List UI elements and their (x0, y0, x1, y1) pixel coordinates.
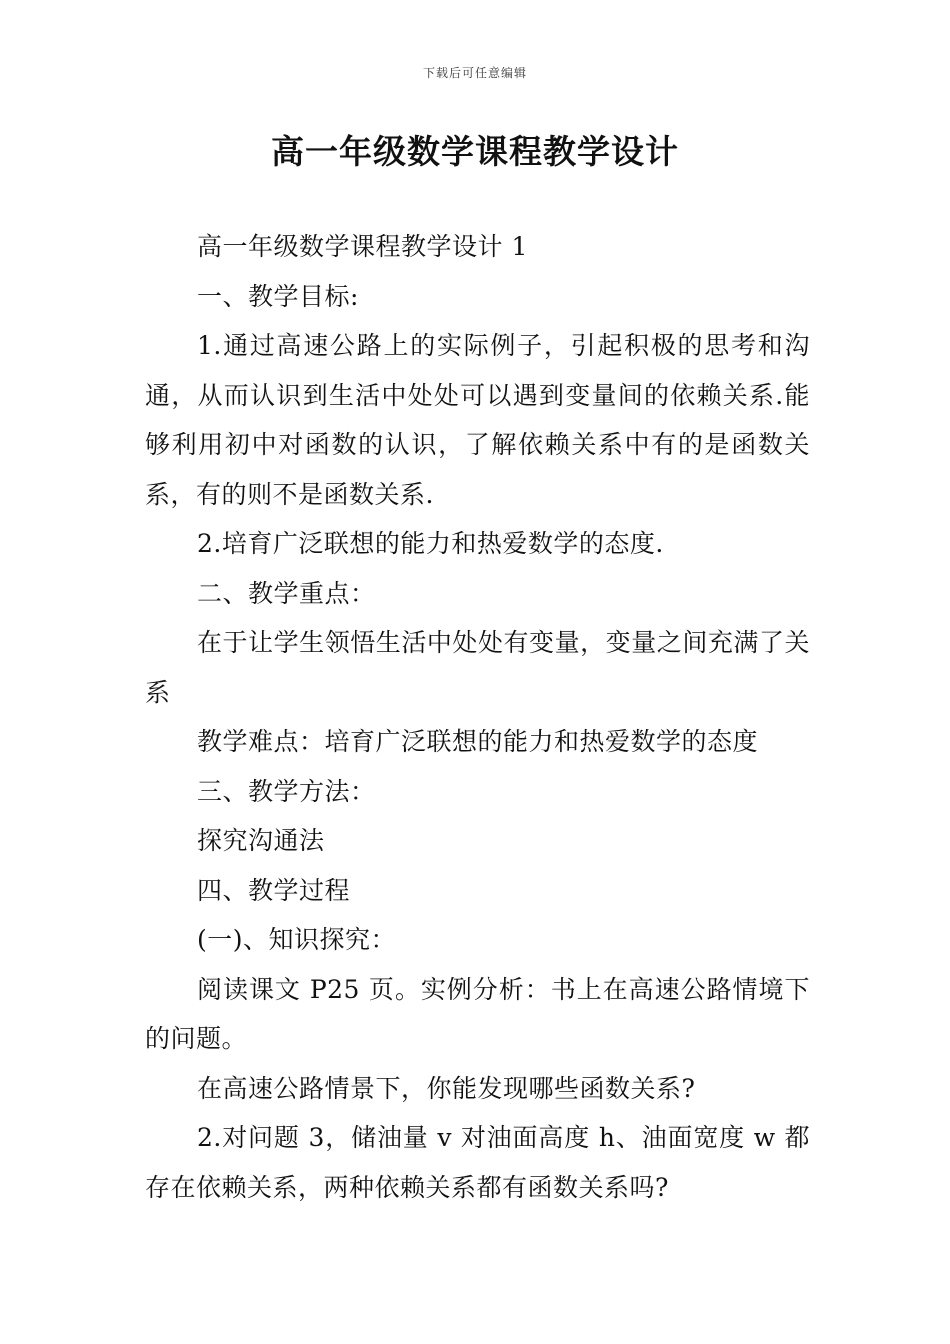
heading-teaching-method: 三、教学方法： (197, 776, 376, 806)
goal-item-1: 1.通过高速公路上的实际例子，引起积极的思考和沟通，从而认识到生活中处处可以遇到变量间的依赖关系.能够利用初中对函数的认识，了解依赖关系中有的是函数关系，有的则不是函数关系. (145, 331, 810, 509)
reading-task-text: 阅读课文 P25 页。实例分析：书上在高速公路情境下的问题。 (145, 974, 810, 1053)
goal-item-2: 2.培育广泛联想的能力和热爱数学的态度. (197, 529, 664, 558)
difficult-point-text: 教学难点：培育广泛联想的能力和热爱数学的态度 (197, 727, 759, 756)
header-note: 下载后可任意编辑 (422, 66, 527, 80)
heading-teaching-process: 四、教学过程 (197, 875, 351, 905)
heading-teaching-goals: 一、教学目标: (197, 281, 359, 311)
teaching-method-text: 探究沟通法 (197, 826, 325, 855)
section-subtitle: 高一年级数学课程教学设计 1 (197, 232, 528, 261)
document-body (145, 222, 810, 1212)
key-point-text: 在于让学生领悟生活中处处有变量，变量之间充满了关系 (145, 628, 810, 707)
question-text-2: 2.对问题 3，储油量 v 对油面高度 h、油面宽度 w 都存在依赖关系，两种依赖关系都有函数关系吗? (145, 1123, 810, 1202)
heading-key-points: 二、教学重点： (197, 578, 376, 608)
subheading-knowledge-exploration: (一)、知识探究： (197, 925, 397, 954)
question-text-1: 在高速公路情景下，你能发现哪些函数关系? (197, 1073, 696, 1103)
document-title: 高一年级数学课程教学设计 (271, 132, 679, 171)
